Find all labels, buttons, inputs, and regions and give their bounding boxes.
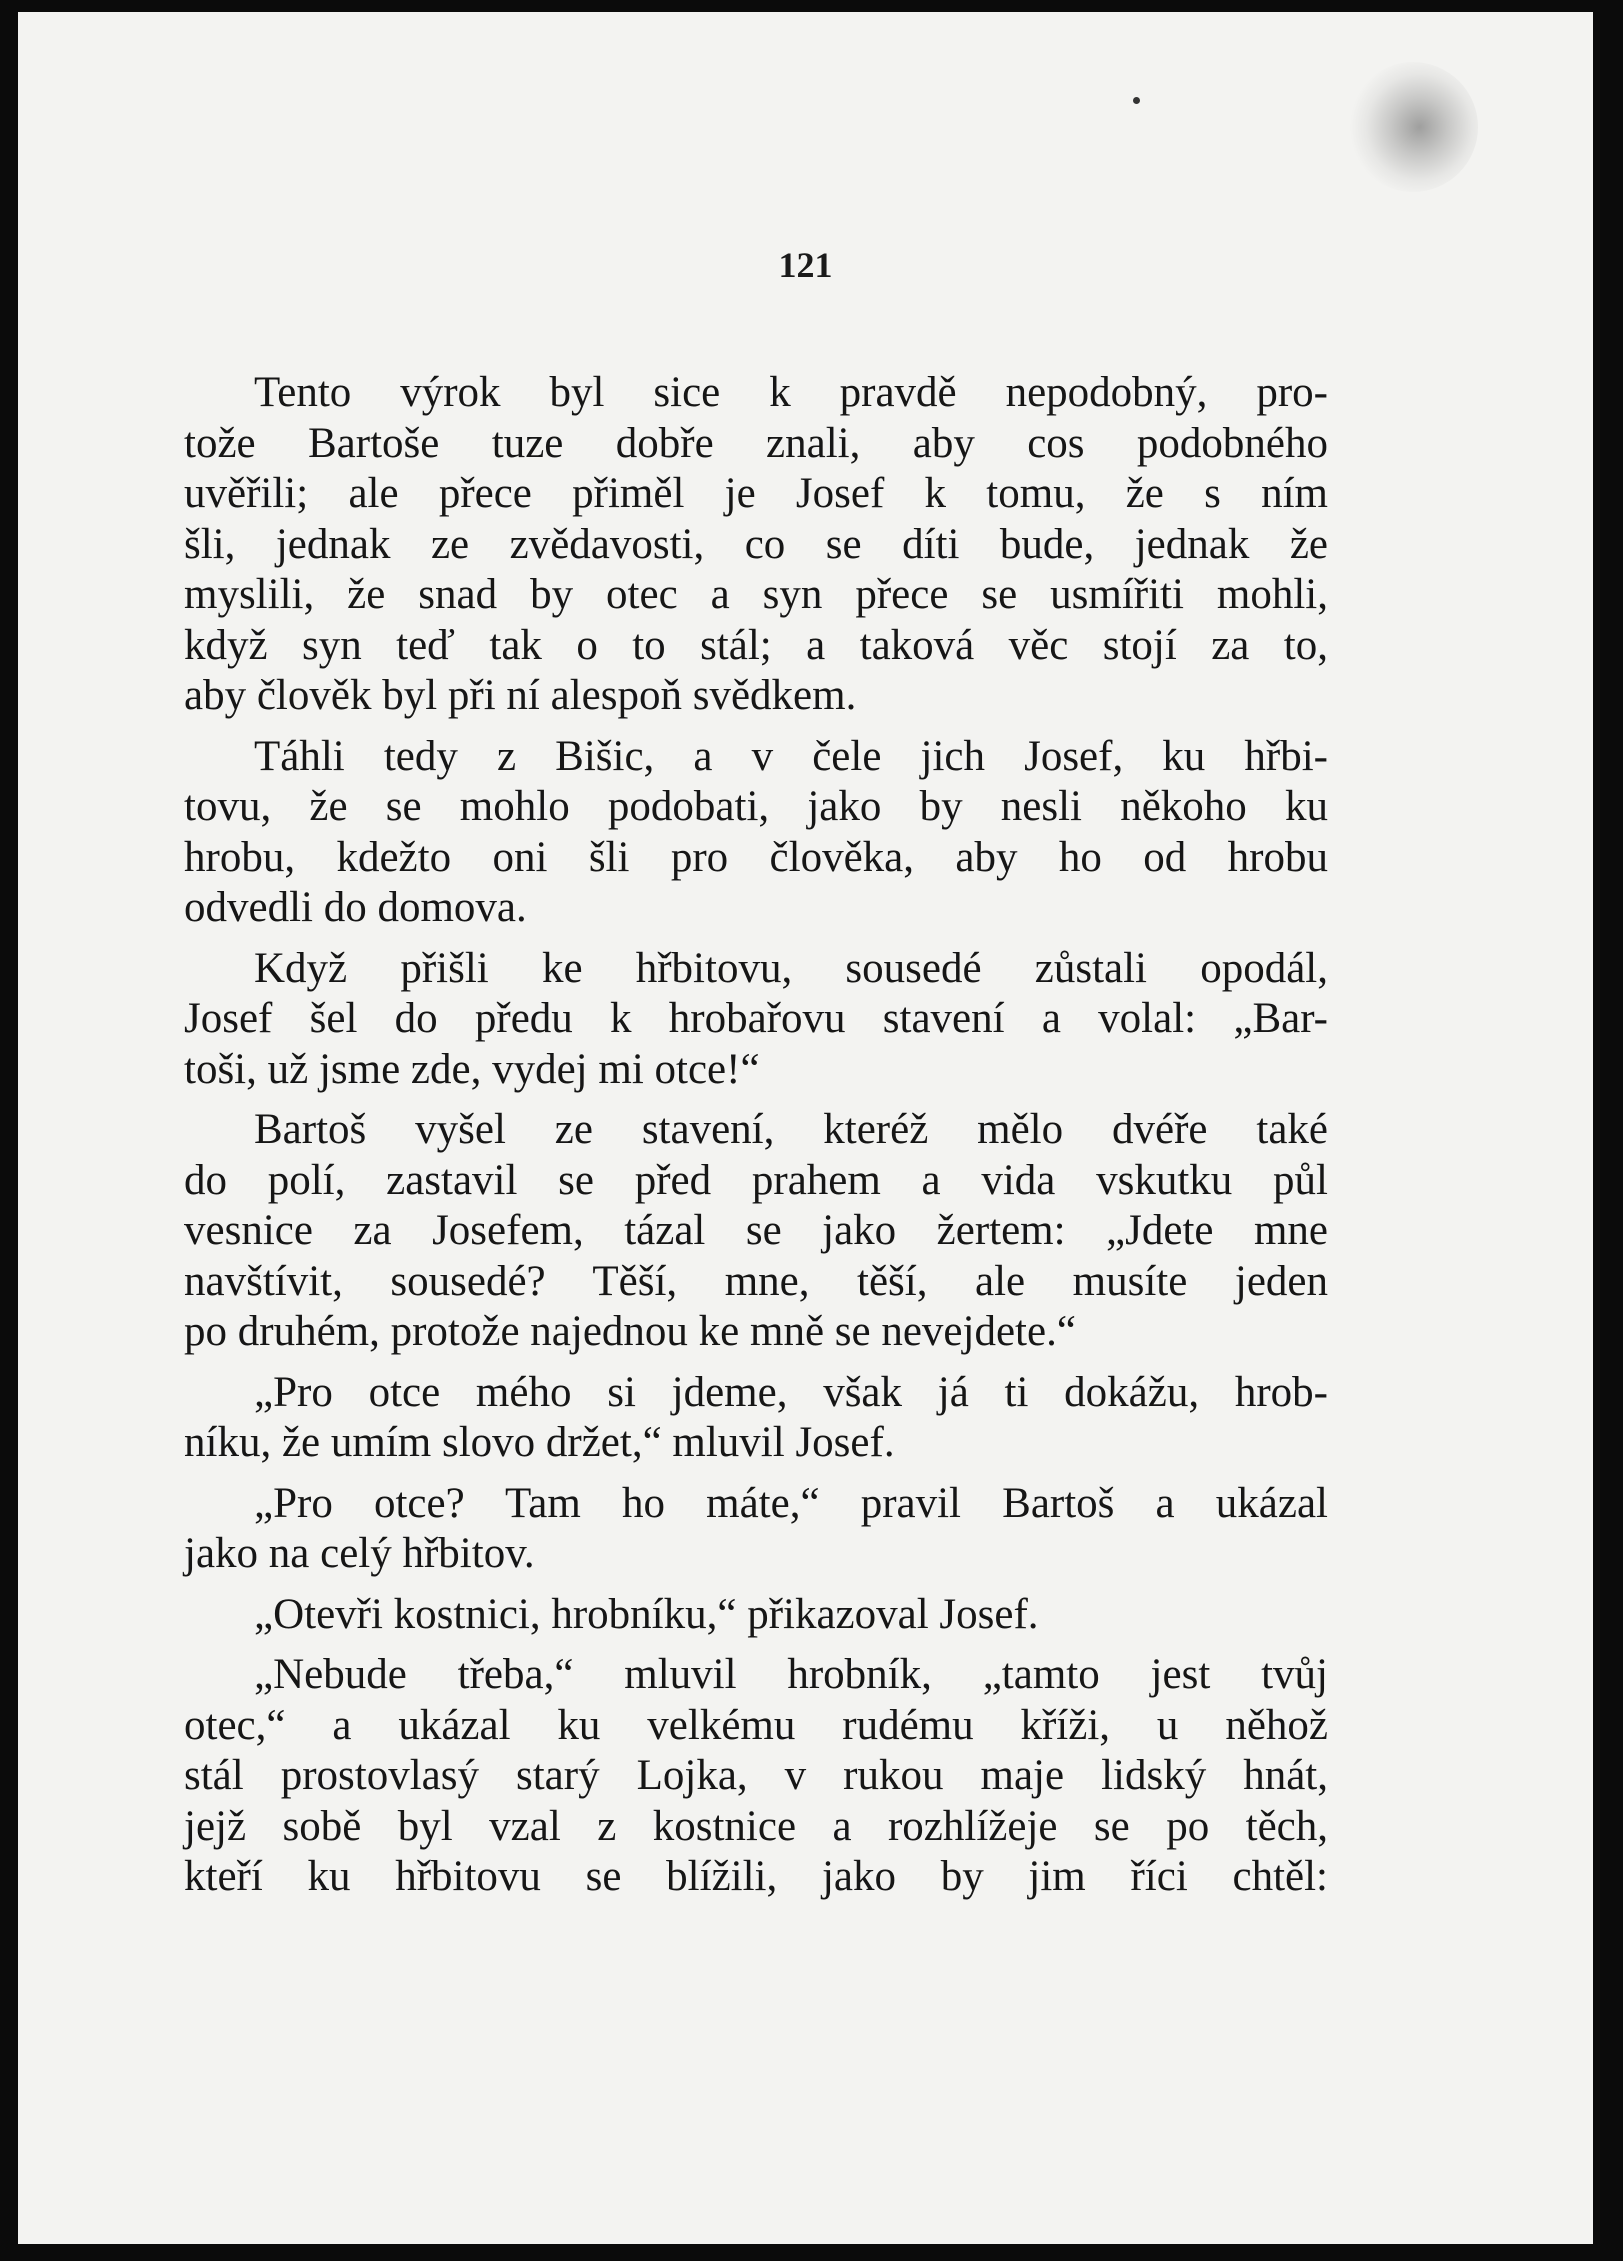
text-line: myslili, že snad by otec a syn přece se usmířiti mohli, <box>184 571 1328 618</box>
speck <box>1133 97 1140 104</box>
text-line: po druhém, protože najednou ke mně se nevejdete.“ <box>184 1308 1076 1355</box>
text-line: kteří ku hřbitovu se blížili, jako by jim říci chtěl: <box>184 1853 1328 1900</box>
text-line: Bartoš vyšel ze stavení, kteréž mělo dvéře také <box>254 1106 1328 1153</box>
text-line: stál prostovlasý starý Lojka, v rukou maje lidský hnát, <box>184 1752 1328 1799</box>
text-line: jako na celý hřbitov. <box>184 1530 535 1577</box>
text-line: Tento výrok byl sice k pravdě nepodobný, pro- <box>254 369 1328 416</box>
text-line: „Nebude třeba,“ mluvil hrobník, „tamto jest tvůj <box>254 1651 1328 1698</box>
text-line: jejž sobě byl vzal z kostnice a rozhlížeje se po těch, <box>184 1802 1328 1850</box>
book-page <box>18 12 1593 2244</box>
text-line: toši, už jsme zde, vydej mi otce!“ <box>184 1045 760 1093</box>
body-text <box>184 368 1328 1913</box>
text-line: Táhli tedy z Bišic, a v čele jich Josef, ku hřbi- <box>254 732 1328 780</box>
paragraph-8 <box>184 1650 1328 1903</box>
text-line: Když přišli ke hřbitovu, sousedé zůstali opodál, <box>254 944 1328 992</box>
text-line: odvedli do domova. <box>184 884 527 931</box>
paragraph-4 <box>184 1105 1328 1358</box>
text-line: navštívit, sousedé? Těší, mne, těší, ale musíte jeden <box>184 1257 1328 1305</box>
text-line: níku, že umím slovo držet,“ mluvil Josef. <box>184 1419 895 1466</box>
text-line: šli, jednak ze zvědavosti, co se díti bude, jednak že <box>184 520 1328 568</box>
text-line: hrobu, kdežto oni šli pro člověka, aby ho od hrobu <box>184 833 1328 881</box>
text-line: Josef šel do předu k hrobařovu stavení a volal: „Bar- <box>184 995 1328 1042</box>
text-line: do polí, zastavil se před prahem a vida vskutku půl <box>184 1156 1328 1204</box>
page-number: 121 <box>778 245 833 285</box>
text-line: „Pro otce? Tam ho máte,“ pravil Bartoš a ukázal <box>254 1479 1328 1527</box>
paragraph-3 <box>184 944 1328 1096</box>
text-line: když syn teď tak o to stál; a taková věc stojí za to, <box>184 621 1328 669</box>
text-line: „Otevři kostnici, hrobníku,“ přikazoval Josef. <box>254 1590 1039 1638</box>
paragraph-7 <box>184 1590 1328 1641</box>
text-line: „Pro otce mého si jdeme, však já ti dokážu, hrob- <box>254 1368 1328 1416</box>
text-line: aby člověk byl při ní alespoň svědkem. <box>184 672 857 719</box>
text-line: tože Bartoše tuze dobře znali, aby cos podobného <box>184 419 1328 467</box>
paragraph-5 <box>184 1368 1328 1469</box>
paragraph-2 <box>184 732 1328 934</box>
text-line: tovu, že se mohlo podobati, jako by nesli někoho ku <box>184 783 1328 830</box>
text-line: uvěřili; ale přece přiměl je Josef k tomu, že s ním <box>184 470 1328 517</box>
paragraph-1 <box>184 368 1328 722</box>
ink-smudge <box>1348 62 1478 192</box>
text-line: vesnice za Josefem, tázal se jako žertem: „Jdete mne <box>184 1207 1328 1254</box>
text-line: otec,“ a ukázal ku velkému rudému kříži, u něhož <box>184 1701 1328 1749</box>
paragraph-6 <box>184 1479 1328 1580</box>
